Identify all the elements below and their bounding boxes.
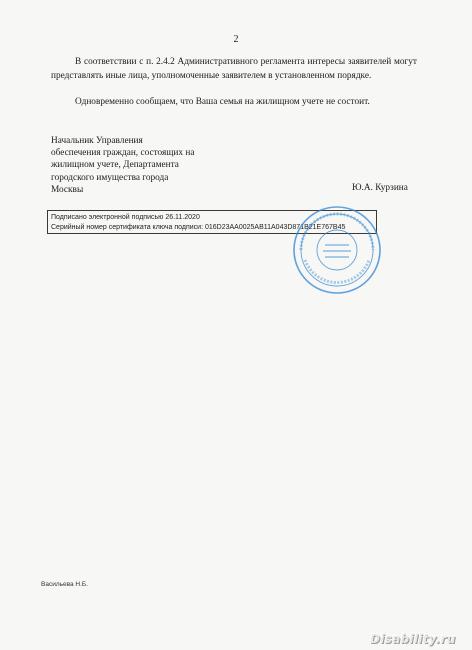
signer-position xyxy=(51,135,194,196)
body-paragraph-representatives: В соответствии с п. 2.4.2 Административного регламента интересы заявителей могут представлять иные лица, уполномоченные заявителем в установленном порядке. xyxy=(51,57,417,81)
executor-name: Васильева Н.Б. xyxy=(41,581,88,588)
signer-name: Ю.А. Курзина xyxy=(352,183,408,193)
signer-position-line: Начальник Управления xyxy=(51,136,143,146)
site-watermark: Disability.ru xyxy=(370,632,456,646)
round-seal-stamp-icon xyxy=(287,205,387,295)
signer-position-line: городского имущества города xyxy=(51,172,169,183)
signer-position-line: Москвы xyxy=(51,184,84,195)
signer-position-line: жилищном учете, Департамента xyxy=(51,160,179,171)
ecp-certificate-serial: Серийный номер сертификата ключа подписи: 016D23AA0025AB11A043D871B21E767B45 xyxy=(51,224,346,231)
ecp-signed-date: Подписано электронной подписью 26.11.2020 xyxy=(51,214,200,221)
signer-position-line: обеспечения граждан, состоящих на xyxy=(51,148,195,159)
page-number: 2 xyxy=(233,34,239,45)
body-paragraph-registration-status: Одновременно сообщаем, что Ваша семья на жилищном учете не состоит. xyxy=(75,97,370,107)
